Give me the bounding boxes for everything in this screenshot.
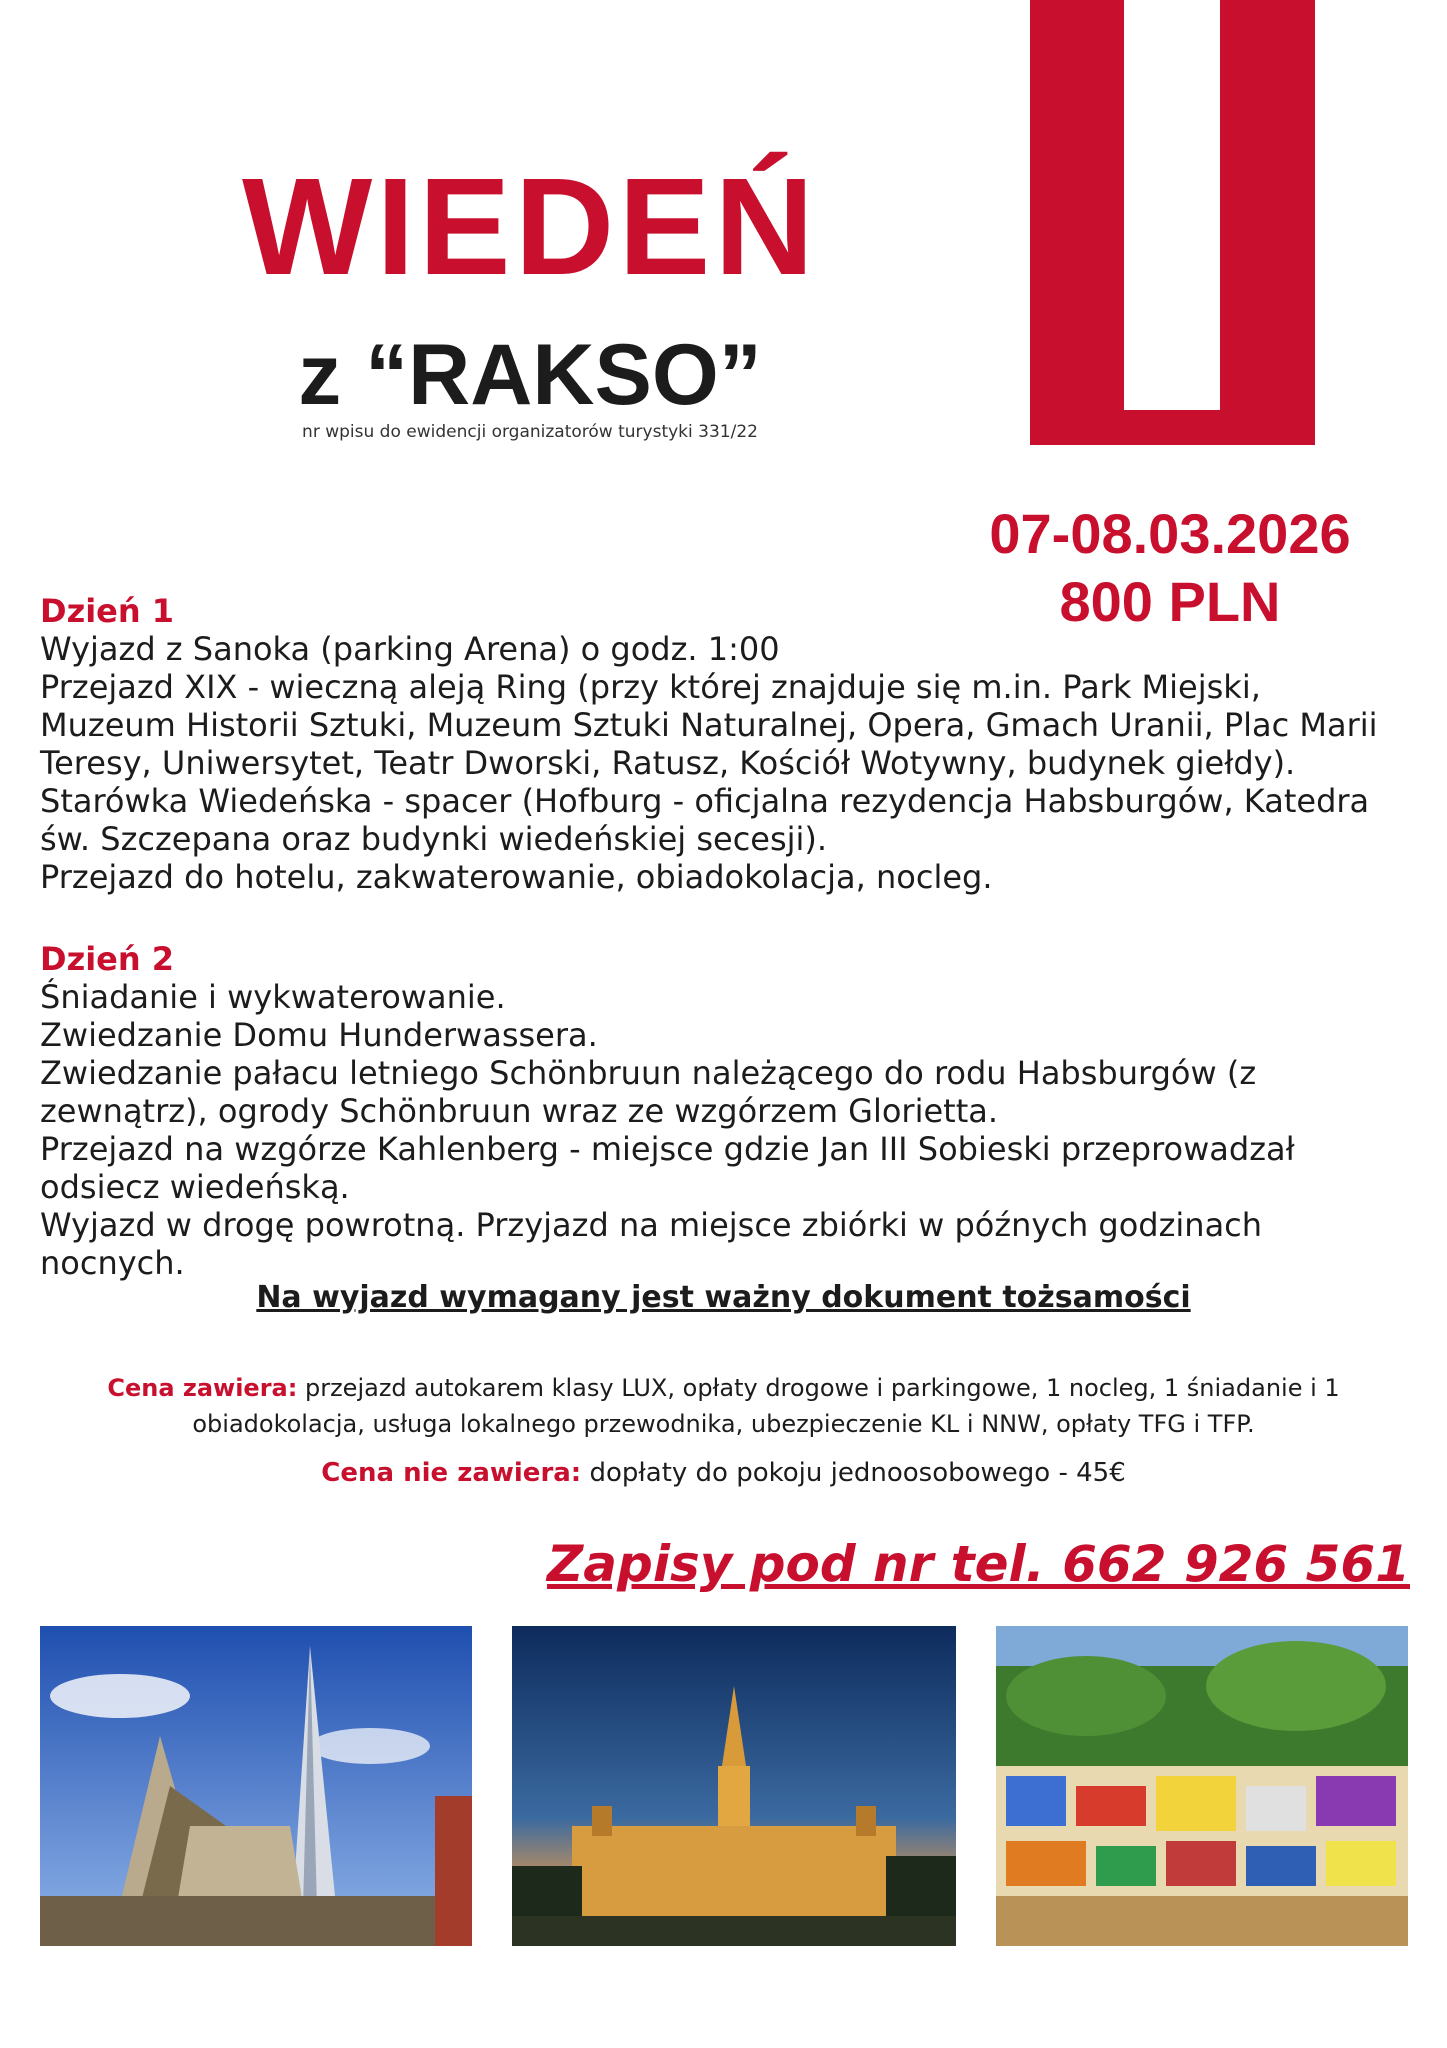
price-excludes-label: Cena nie zawiera: (321, 1458, 582, 1488)
price-includes-text: przejazd autokarem klasy LUX, opłaty drogowe i parkingowe, 1 nocleg, 1 śniadanie i 1 obiadokolacja, usługa lokalnego przewodnika, ubezpieczenie KL i NNW, opłaty TFG i TFP. (192, 1374, 1340, 1438)
price-includes (30, 1370, 1417, 1442)
flag-white-stripe (1124, 0, 1220, 410)
page-title: WIEDEŃ (242, 150, 818, 304)
day1-line: Przejazd do hotelu, zakwaterowanie, obiadokolacja, nocleg. (40, 858, 993, 896)
trip-price: 800 PLN (1059, 570, 1281, 634)
registration-note: nr wpisu do ewidencji organizatorów turystyki 331/22 (302, 422, 758, 442)
page-subtitle: z “RAKSO” (298, 327, 762, 423)
signup-phone-link[interactable]: Zapisy pod nr tel. 662 926 561 (547, 1535, 1410, 1593)
price-includes-label: Cena zawiera: (107, 1374, 298, 1402)
day2-line: Zwiedzanie pałacu letniego Schönbruun należącego do rodu Habsburgów (z (40, 1054, 1257, 1092)
day2-line: odsiecz wiedeńską. (40, 1168, 350, 1206)
day1-line: Przejazd XIX - wieczną aleją Ring (przy której znajduje się m.in. Park Miejski, (40, 668, 1261, 706)
photo-vienna-city-hall (512, 1626, 956, 1946)
photo-st-stephens-cathedral (40, 1626, 472, 1946)
day1-heading: Dzień 1 (40, 592, 175, 630)
day2-line: Śniadanie i wykwaterowanie. (40, 978, 506, 1016)
photo-hundertwasserhaus (996, 1626, 1408, 1946)
day1-line: Starówka Wiedeńska - spacer (Hofburg - oficjalna rezydencja Habsburgów, Katedra (40, 782, 1370, 820)
day2-line: nocnych. (40, 1244, 185, 1282)
price-excludes-text: dopłaty do pokoju jednoosobowego - 45€ (581, 1458, 1126, 1488)
day1-line: Teresy, Uniwersytet, Teatr Dworski, Ratusz, Kościół Wotywny, budynek giełdy). (40, 744, 1296, 782)
id-document-notice: Na wyjazd wymagany jest ważny dokument tożsamości (256, 1280, 1191, 1315)
day2-line: Wyjazd w drogę powrotną. Przyjazd na miejsce zbiórki w późnych godzinach (40, 1206, 1263, 1244)
day1-line: Wyjazd z Sanoka (parking Arena) o godz. 1:00 (40, 630, 780, 668)
day2-line: Zwiedzanie Domu Hunderwassera. (40, 1016, 598, 1054)
day2-line: zewnątrz), ogrody Schönbruun wraz ze wzgórzem Glorietta. (40, 1092, 999, 1130)
trip-dates: 07-08.03.2026 (989, 502, 1351, 565)
price-excludes (0, 1458, 1447, 1488)
day2-heading: Dzień 2 (40, 940, 175, 978)
day2-line: Przejazd na wzgórze Kahlenberg - miejsce gdzie Jan III Sobieski przeprowadzał (40, 1130, 1295, 1168)
day1-line: św. Szczepana oraz budynki wiedeńskiej secesji). (40, 820, 828, 858)
austrian-flag-graphic (1030, 0, 1315, 445)
day2-section (40, 940, 1430, 1282)
day1-line: Muzeum Historii Sztuki, Muzeum Sztuki Naturalnej, Opera, Gmach Uranii, Plac Marii (40, 706, 1378, 744)
day1-section (40, 592, 1430, 896)
